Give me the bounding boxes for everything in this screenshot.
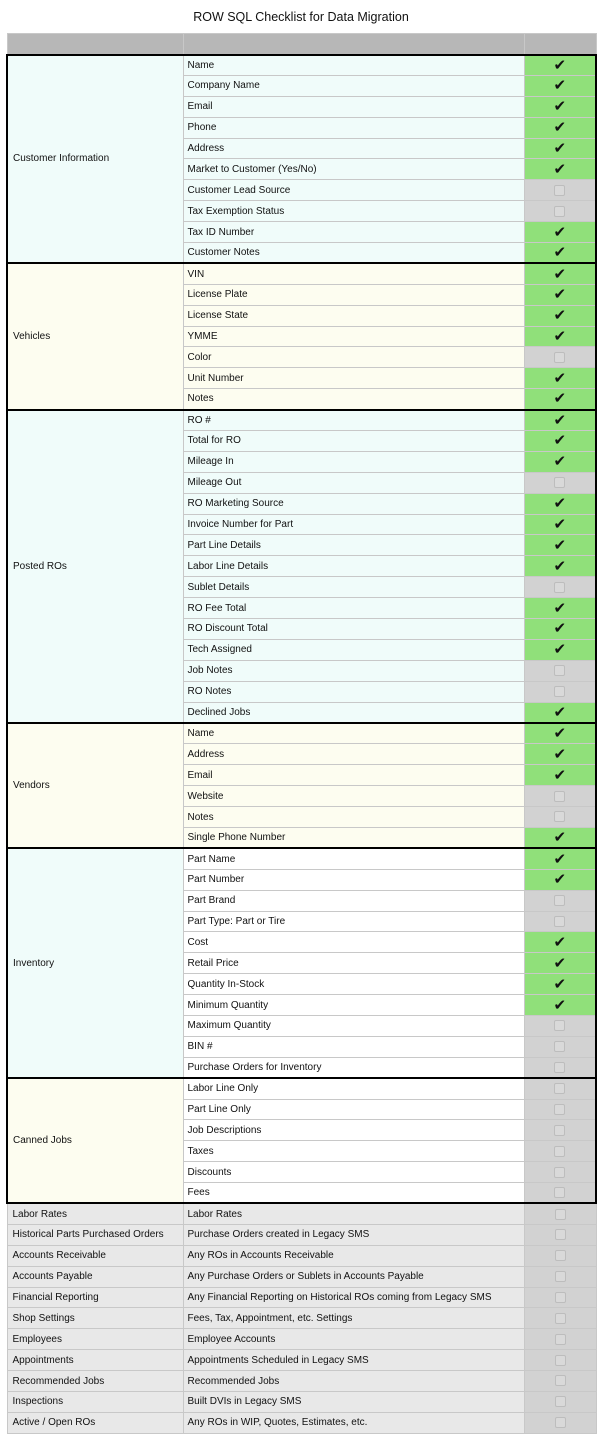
empty-checkbox-icon <box>554 895 565 906</box>
group-canned-jobs <box>7 1078 596 1203</box>
table-row <box>7 1371 596 1392</box>
check-cell[interactable] <box>524 1141 596 1162</box>
checkmark-icon: ✔ <box>553 828 567 847</box>
checkmark-icon: ✔ <box>553 368 567 387</box>
check-cell[interactable] <box>524 723 596 744</box>
empty-checkbox-icon <box>554 1020 565 1031</box>
item-label: Invoice Number for Part <box>183 514 524 535</box>
checkmark-icon: ✔ <box>553 118 567 137</box>
item-label: Retail Price <box>183 953 524 974</box>
item-label: Any Financial Reporting on Historical ROs coming from Legacy SMS <box>183 1287 524 1308</box>
check-cell[interactable] <box>524 1371 596 1392</box>
check-cell[interactable] <box>524 159 596 180</box>
check-cell[interactable] <box>524 1308 596 1329</box>
checkmark-icon: ✔ <box>553 494 567 513</box>
header-cell-category <box>7 34 183 55</box>
item-label: YMME <box>183 326 524 347</box>
item-label: License State <box>183 305 524 326</box>
check-cell[interactable] <box>524 1057 596 1078</box>
group-inventory <box>7 848 596 1078</box>
check-cell[interactable] <box>524 222 596 243</box>
empty-checkbox-icon <box>554 686 565 697</box>
item-label: Part Line Details <box>183 535 524 556</box>
checkmark-icon: ✔ <box>553 724 567 743</box>
check-cell[interactable] <box>524 1015 596 1036</box>
item-label: Labor Rates <box>183 1203 524 1224</box>
empty-checkbox-icon <box>555 1417 566 1428</box>
item-label: Notes <box>183 807 524 828</box>
table-row <box>7 263 596 284</box>
checkmark-icon: ✔ <box>553 932 567 951</box>
check-cell[interactable] <box>524 1099 596 1120</box>
table-row <box>7 1224 596 1245</box>
table-row <box>7 1392 596 1413</box>
group-other <box>7 1203 596 1433</box>
checkmark-icon: ✔ <box>553 327 567 346</box>
check-cell[interactable] <box>524 180 596 201</box>
category-label: Customer Information <box>7 55 183 264</box>
category-label: Inventory <box>7 848 183 1078</box>
category-label: Vehicles <box>7 263 183 409</box>
checkmark-icon: ✔ <box>553 640 567 659</box>
check-cell[interactable] <box>524 556 596 577</box>
empty-checkbox-icon <box>555 1396 566 1407</box>
table-row <box>7 1329 596 1350</box>
empty-checkbox-icon <box>554 1083 565 1094</box>
category-label: Employees <box>7 1329 183 1350</box>
checklist-table <box>6 33 597 1434</box>
item-label: Tax Exemption Status <box>183 201 524 222</box>
check-cell[interactable] <box>524 995 596 1016</box>
empty-checkbox-icon <box>554 1187 565 1198</box>
item-label: Job Descriptions <box>183 1120 524 1141</box>
category-label: Shop Settings <box>7 1308 183 1329</box>
empty-checkbox-icon <box>554 1146 565 1157</box>
item-label: Declined Jobs <box>183 702 524 723</box>
group-vendors <box>7 723 596 848</box>
checkmark-icon: ✔ <box>553 995 567 1014</box>
table-row <box>7 410 596 431</box>
check-cell[interactable] <box>524 472 596 493</box>
item-label: Customer Lead Source <box>183 180 524 201</box>
item-label: Mileage Out <box>183 472 524 493</box>
check-cell[interactable] <box>524 389 596 410</box>
category-label: Appointments <box>7 1350 183 1371</box>
empty-checkbox-icon <box>554 916 565 927</box>
checkmark-icon: ✔ <box>553 139 567 157</box>
empty-checkbox-icon <box>554 1167 565 1178</box>
checkmark-icon: ✔ <box>553 306 567 325</box>
checkmark-icon: ✔ <box>553 849 567 868</box>
empty-checkbox-icon <box>555 1250 566 1261</box>
checkmark-icon: ✔ <box>553 243 567 262</box>
checkmark-icon: ✔ <box>553 410 567 429</box>
check-cell[interactable] <box>524 347 596 368</box>
checkmark-icon: ✔ <box>553 452 567 471</box>
empty-checkbox-icon <box>555 1292 566 1303</box>
item-label: Labor Line Details <box>183 556 524 577</box>
item-label: Single Phone Number <box>183 827 524 848</box>
item-label: Discounts <box>183 1162 524 1183</box>
check-cell[interactable] <box>524 1203 596 1224</box>
item-label: Customer Notes <box>183 243 524 264</box>
check-cell[interactable] <box>524 1162 596 1183</box>
check-cell[interactable] <box>524 932 596 953</box>
item-label: Appointments Scheduled in Legacy SMS <box>183 1350 524 1371</box>
check-cell[interactable] <box>524 1120 596 1141</box>
item-label: Website <box>183 786 524 807</box>
check-cell[interactable] <box>524 681 596 702</box>
check-cell[interactable] <box>524 117 596 138</box>
table-row <box>7 1245 596 1266</box>
category-label: Recommended Jobs <box>7 1371 183 1392</box>
check-cell[interactable] <box>524 493 596 514</box>
check-cell[interactable] <box>524 1036 596 1057</box>
item-label: Phone <box>183 117 524 138</box>
empty-checkbox-icon <box>554 791 565 802</box>
check-cell[interactable] <box>524 1078 596 1099</box>
check-cell[interactable] <box>524 1183 596 1204</box>
category-label: Inspections <box>7 1392 183 1413</box>
item-label: Name <box>183 723 524 744</box>
empty-checkbox-icon <box>555 1313 566 1324</box>
check-cell[interactable] <box>524 786 596 807</box>
item-label: Email <box>183 765 524 786</box>
category-label: Accounts Payable <box>7 1266 183 1287</box>
item-label: Company Name <box>183 75 524 96</box>
check-cell[interactable] <box>524 55 596 76</box>
checkmark-icon: ✔ <box>553 389 567 408</box>
item-label: Recommended Jobs <box>183 1371 524 1392</box>
empty-checkbox-icon <box>554 811 565 822</box>
empty-checkbox-icon <box>554 665 565 676</box>
checkmark-icon: ✔ <box>553 285 567 304</box>
check-cell[interactable] <box>524 660 596 681</box>
table-row <box>7 1350 596 1371</box>
check-cell[interactable] <box>524 1245 596 1266</box>
checkmark-icon: ✔ <box>553 598 567 617</box>
check-cell[interactable] <box>524 848 596 869</box>
empty-checkbox-icon <box>554 206 565 217</box>
empty-checkbox-icon <box>555 1271 566 1282</box>
item-label: Tax ID Number <box>183 222 524 243</box>
table-row <box>7 1287 596 1308</box>
item-label: Part Brand <box>183 890 524 911</box>
checkmark-icon: ✔ <box>553 974 567 993</box>
checkmark-icon: ✔ <box>553 222 567 241</box>
item-label: Any ROs in WIP, Quotes, Estimates, etc. <box>183 1412 524 1433</box>
category-label: Labor Rates <box>7 1203 183 1224</box>
check-cell[interactable] <box>524 953 596 974</box>
checklist-sheet <box>6 33 595 1434</box>
checkmark-icon: ✔ <box>553 159 567 178</box>
item-label: License Plate <box>183 284 524 305</box>
check-cell[interactable] <box>524 410 596 431</box>
category-label: Posted ROs <box>7 410 183 723</box>
check-cell[interactable] <box>524 869 596 890</box>
empty-checkbox-icon <box>554 1104 565 1115</box>
empty-checkbox-icon <box>554 185 565 196</box>
empty-checkbox-icon <box>555 1334 566 1345</box>
check-cell[interactable] <box>524 744 596 765</box>
category-label: Financial Reporting <box>7 1287 183 1308</box>
item-label: Market to Customer (Yes/No) <box>183 159 524 180</box>
check-cell[interactable] <box>524 451 596 472</box>
item-label: Notes <box>183 389 524 410</box>
item-label: Purchase Orders created in Legacy SMS <box>183 1224 524 1245</box>
check-cell[interactable] <box>524 639 596 660</box>
item-label: RO Notes <box>183 681 524 702</box>
item-label: Cost <box>183 932 524 953</box>
group-posted-ros <box>7 410 596 723</box>
check-cell[interactable] <box>524 1350 596 1371</box>
check-cell[interactable] <box>524 807 596 828</box>
item-label: RO # <box>183 410 524 431</box>
check-cell[interactable] <box>524 1224 596 1245</box>
item-label: Total for RO <box>183 431 524 452</box>
category-label: Historical Parts Purchased Orders <box>7 1224 183 1245</box>
checkmark-icon: ✔ <box>553 515 567 534</box>
table-row <box>7 1412 596 1433</box>
check-cell[interactable] <box>524 514 596 535</box>
empty-checkbox-icon <box>555 1355 566 1366</box>
item-label: Email <box>183 96 524 117</box>
checkmark-icon: ✔ <box>553 702 567 721</box>
item-label: Any ROs in Accounts Receivable <box>183 1245 524 1266</box>
empty-checkbox-icon <box>554 1041 565 1052</box>
checkmark-icon: ✔ <box>553 744 567 763</box>
table-row <box>7 55 596 76</box>
check-cell[interactable] <box>524 598 596 619</box>
checkmark-icon: ✔ <box>553 97 567 116</box>
table-row <box>7 1308 596 1329</box>
item-label: Labor Line Only <box>183 1078 524 1099</box>
table-row <box>7 1203 596 1224</box>
item-label: Part Name <box>183 848 524 869</box>
item-label: Taxes <box>183 1141 524 1162</box>
checkmark-icon: ✔ <box>553 535 567 554</box>
table-row <box>7 723 596 744</box>
empty-checkbox-icon <box>554 582 565 593</box>
category-label: Active / Open ROs <box>7 1412 183 1433</box>
check-cell[interactable] <box>524 263 596 284</box>
item-label: BIN # <box>183 1036 524 1057</box>
check-cell[interactable] <box>524 96 596 117</box>
empty-checkbox-icon <box>555 1229 566 1240</box>
check-cell[interactable] <box>524 702 596 723</box>
header-row <box>7 34 596 55</box>
check-cell[interactable] <box>524 1412 596 1433</box>
check-cell[interactable] <box>524 1392 596 1413</box>
checkmark-icon: ✔ <box>553 556 567 575</box>
check-cell[interactable] <box>524 284 596 305</box>
item-label: VIN <box>183 263 524 284</box>
category-label: Vendors <box>7 723 183 848</box>
item-label: Employee Accounts <box>183 1329 524 1350</box>
item-label: Part Line Only <box>183 1099 524 1120</box>
item-label: RO Discount Total <box>183 619 524 640</box>
checkmark-icon: ✔ <box>553 765 567 784</box>
page-title: ROW SQL Checklist for Data Migration <box>193 10 409 24</box>
category-label: Canned Jobs <box>7 1078 183 1203</box>
check-cell[interactable] <box>524 305 596 326</box>
check-cell[interactable] <box>524 577 596 598</box>
checkmark-icon: ✔ <box>553 953 567 972</box>
table-row <box>7 1266 596 1287</box>
item-label: Any Purchase Orders or Sublets in Accounts Payable <box>183 1266 524 1287</box>
checkmark-icon: ✔ <box>553 870 567 889</box>
check-cell[interactable] <box>524 138 596 159</box>
empty-checkbox-icon <box>554 1125 565 1136</box>
item-label: Address <box>183 744 524 765</box>
table-row <box>7 848 596 869</box>
item-label: Address <box>183 138 524 159</box>
check-cell[interactable] <box>524 765 596 786</box>
checkmark-icon: ✔ <box>553 431 567 450</box>
check-cell[interactable] <box>524 1329 596 1350</box>
checkmark-icon: ✔ <box>553 264 567 283</box>
item-label: Built DVIs in Legacy SMS <box>183 1392 524 1413</box>
item-label: Color <box>183 347 524 368</box>
checkmark-icon: ✔ <box>553 55 567 74</box>
item-label: Purchase Orders for Inventory <box>183 1057 524 1078</box>
check-cell[interactable] <box>524 619 596 640</box>
group-customer-information <box>7 55 596 264</box>
item-label: Mileage In <box>183 451 524 472</box>
check-cell[interactable] <box>524 535 596 556</box>
item-label: Fees <box>183 1183 524 1204</box>
check-cell[interactable] <box>524 827 596 848</box>
check-cell[interactable] <box>524 201 596 222</box>
check-cell[interactable] <box>524 75 596 96</box>
item-label: Sublet Details <box>183 577 524 598</box>
header-cell-item <box>183 34 524 55</box>
item-label: Part Type: Part or Tire <box>183 911 524 932</box>
check-cell[interactable] <box>524 368 596 389</box>
check-cell[interactable] <box>524 974 596 995</box>
check-cell[interactable] <box>524 326 596 347</box>
item-label: RO Fee Total <box>183 598 524 619</box>
item-label: Fees, Tax, Appointment, etc. Settings <box>183 1308 524 1329</box>
table-row <box>7 1078 596 1099</box>
item-label: Quantity In-Stock <box>183 974 524 995</box>
empty-checkbox-icon <box>555 1209 566 1220</box>
item-label: Unit Number <box>183 368 524 389</box>
check-cell[interactable] <box>524 431 596 452</box>
check-cell[interactable] <box>524 890 596 911</box>
empty-checkbox-icon <box>554 352 565 363</box>
item-label: Maximum Quantity <box>183 1015 524 1036</box>
check-cell[interactable] <box>524 1266 596 1287</box>
item-label: Tech Assigned <box>183 639 524 660</box>
item-label: RO Marketing Source <box>183 493 524 514</box>
checkmark-icon: ✔ <box>553 76 567 95</box>
item-label: Part Number <box>183 869 524 890</box>
item-label: Name <box>183 55 524 76</box>
check-cell[interactable] <box>524 243 596 264</box>
check-cell[interactable] <box>524 1287 596 1308</box>
item-label: Minimum Quantity <box>183 995 524 1016</box>
empty-checkbox-icon <box>555 1375 566 1386</box>
checkmark-icon: ✔ <box>553 619 567 638</box>
check-cell[interactable] <box>524 911 596 932</box>
group-vehicles <box>7 263 596 409</box>
header-cell-check <box>524 34 596 55</box>
category-label: Accounts Receivable <box>7 1245 183 1266</box>
empty-checkbox-icon <box>554 477 565 488</box>
empty-checkbox-icon <box>554 1062 565 1073</box>
item-label: Job Notes <box>183 660 524 681</box>
